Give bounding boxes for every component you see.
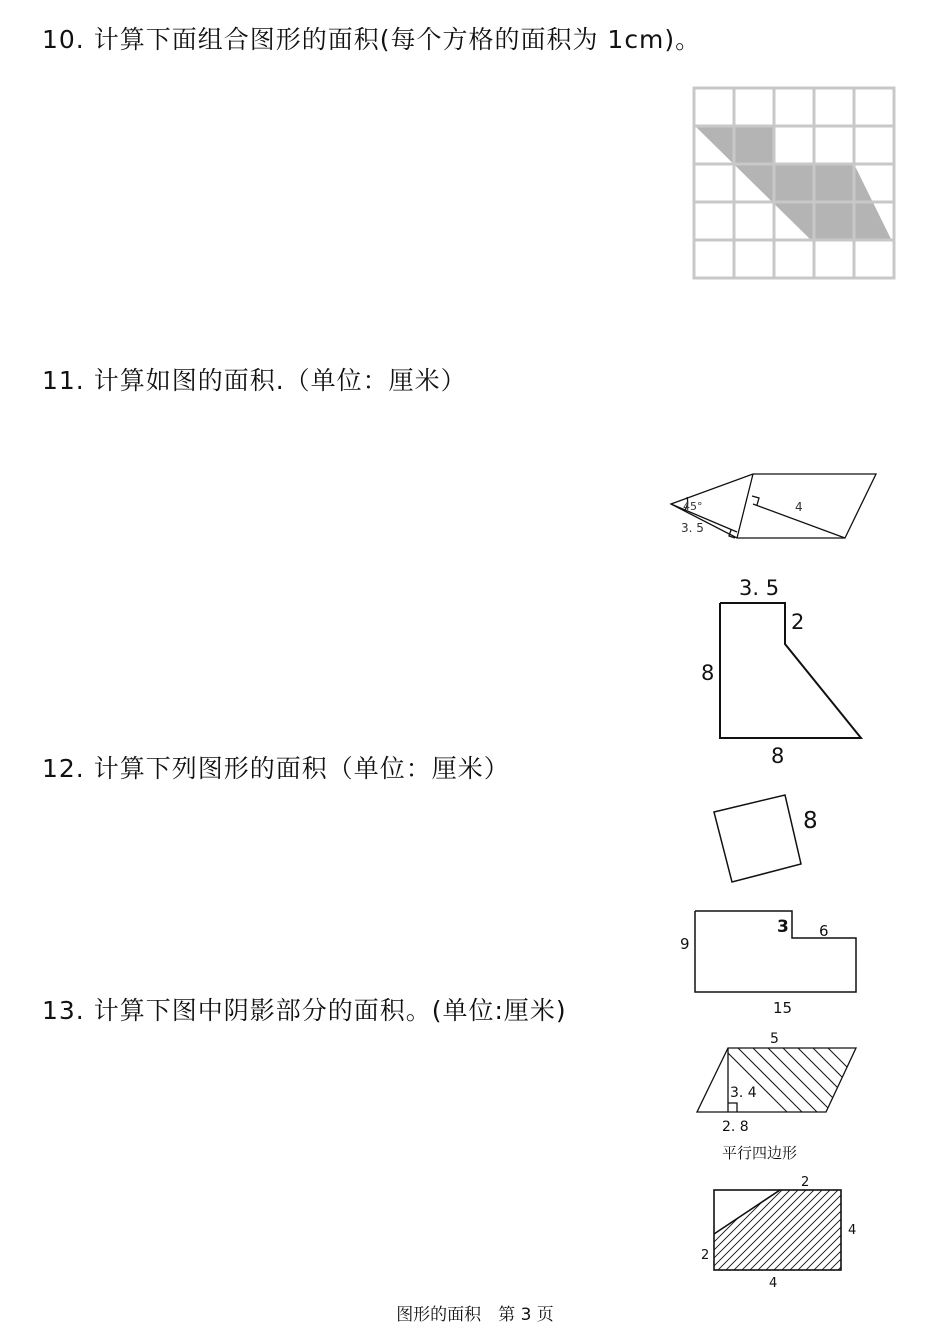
- question-11: 11. 计算如图的面积.（单位：厘米）: [42, 366, 467, 395]
- label-diag-4: 4: [795, 500, 803, 514]
- question-12: 12. 计算下列图形的面积（单位：厘米）: [42, 754, 510, 783]
- parallelogram-figure: [690, 1025, 865, 1170]
- caption-parallelogram: 平行四边形: [722, 1144, 798, 1162]
- rhombus-diagonal: [737, 474, 753, 538]
- label-side-3-5: 3. 5: [681, 521, 704, 535]
- label-left-9: 9: [680, 935, 690, 953]
- question-10: 10. 计算下面组合图形的面积(每个方格的面积为 1cm)。: [42, 25, 702, 54]
- label-angle-45: 45°: [683, 500, 703, 513]
- page-footer: 图形的面积 第 3 页: [396, 1305, 554, 1325]
- l-shape-figure: [675, 905, 865, 1020]
- l-shape-outline: [695, 911, 856, 992]
- label-notch-6: 6: [819, 922, 829, 940]
- label-notch-3: 3: [777, 917, 789, 937]
- label-bottom-15: 15: [773, 999, 793, 1017]
- square-outline: [714, 795, 801, 882]
- label-height-3-4: 3. 4: [730, 1085, 757, 1101]
- label-bottom-8: 8: [771, 744, 785, 767]
- label-top-3-5: 3. 5: [739, 576, 780, 600]
- parallelogram-outline: [697, 1048, 856, 1112]
- label-right-2: 2: [791, 610, 805, 634]
- rhombus-figure: [665, 466, 880, 546]
- label-right-4: 4: [848, 1223, 857, 1238]
- label-left-2: 2: [701, 1248, 710, 1263]
- label-bottom-4: 4: [769, 1276, 778, 1291]
- label-left-8: 8: [701, 661, 715, 685]
- square-figure: [705, 788, 825, 888]
- question-13: 13. 计算下图中阴影部分的面积。(单位:厘米): [42, 996, 567, 1025]
- label-top-5: 5: [770, 1031, 779, 1047]
- rectangle-figure: [690, 1172, 870, 1292]
- right-angle-mark: [728, 1103, 737, 1112]
- shaded-composite-shape: [694, 125, 892, 241]
- diagonal-cut: [714, 1190, 780, 1234]
- label-base-2-8: 2. 8: [722, 1119, 749, 1135]
- hatch-lines: [705, 1030, 865, 1125]
- trapezoid-figure: [695, 572, 870, 767]
- grid-figure: [690, 86, 900, 282]
- right-angle-mark-2: [752, 496, 759, 505]
- label-side-8: 8: [803, 808, 818, 834]
- label-top-2: 2: [801, 1175, 810, 1190]
